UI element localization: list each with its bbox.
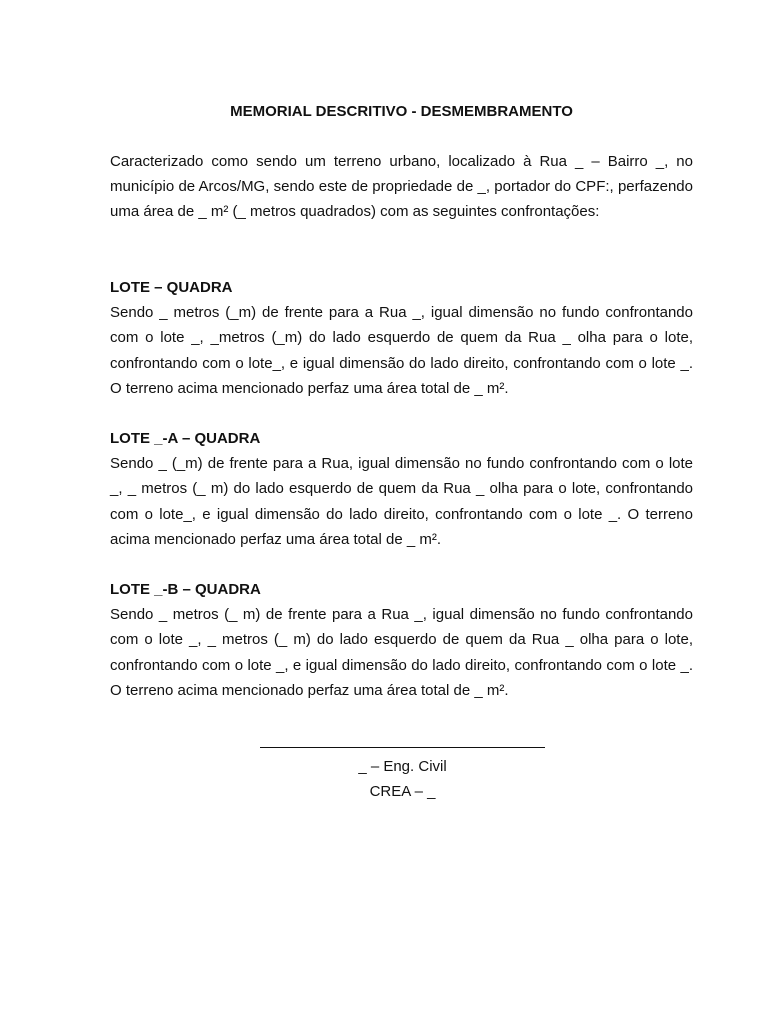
- lot-section-a: [110, 426, 693, 552]
- crea-registration: CREA – _: [369, 783, 436, 800]
- intro-section: [110, 149, 693, 225]
- lot-heading: LOTE – QUADRA: [110, 279, 233, 296]
- lot-heading: LOTE _-B – QUADRA: [110, 581, 261, 598]
- lot-description: Sendo _ metros (_m) de frente para a Rua _, igual dimensão no fundo confrontando com o lote _, _metros (_m) do lado esquerdo de quem da Rua _ olha para o lote, confrontando com o lote_, e igual dimensão do lado direito, confrontando com o lote _. O terreno acima mencionado perfaz uma área total de _ m².: [110, 304, 693, 397]
- intro-paragraph: Caracterizado como sendo um terreno urbano, localizado à Rua _ – Bairro _, no município de Arcos/MG, sendo este de propriedade de _, portador do CPF:, perfazendo uma área de _ m² (_ metros quadrados) com as seguintes confrontações:: [110, 153, 693, 221]
- lot-section-b: [110, 577, 693, 703]
- signature-line: [260, 747, 545, 748]
- document-title: MEMORIAL DESCRITIVO - DESMEMBRAMENTO: [230, 103, 573, 120]
- lot-section-main: [110, 275, 693, 401]
- signature-block: [260, 747, 545, 804]
- engineer-name: _ – Eng. Civil: [358, 758, 447, 775]
- lot-description: Sendo _ (_m) de frente para a Rua, igual dimensão no fundo confrontando com o lote _, _ metros (_ m) do lado esquerdo de quem da Rua _ olha para o lote, confrontando com o lote_, e igual dimensão do lado direito, confrontando com o lote _. O terreno acima mencionado perfaz uma área total de _ m².: [110, 455, 693, 548]
- lot-heading: LOTE _-A – QUADRA: [110, 430, 261, 447]
- lot-description: Sendo _ metros (_ m) de frente para a Rua _, igual dimensão no fundo confrontando com o lote _, _ metros (_ m) do lado esquerdo de quem da Rua _ olha para o lote, confrontando com o lote _, e igual dimensão do lado direito, confrontando com o lote _. O terreno acima mencionado perfaz uma área total de _ m².: [110, 606, 693, 699]
